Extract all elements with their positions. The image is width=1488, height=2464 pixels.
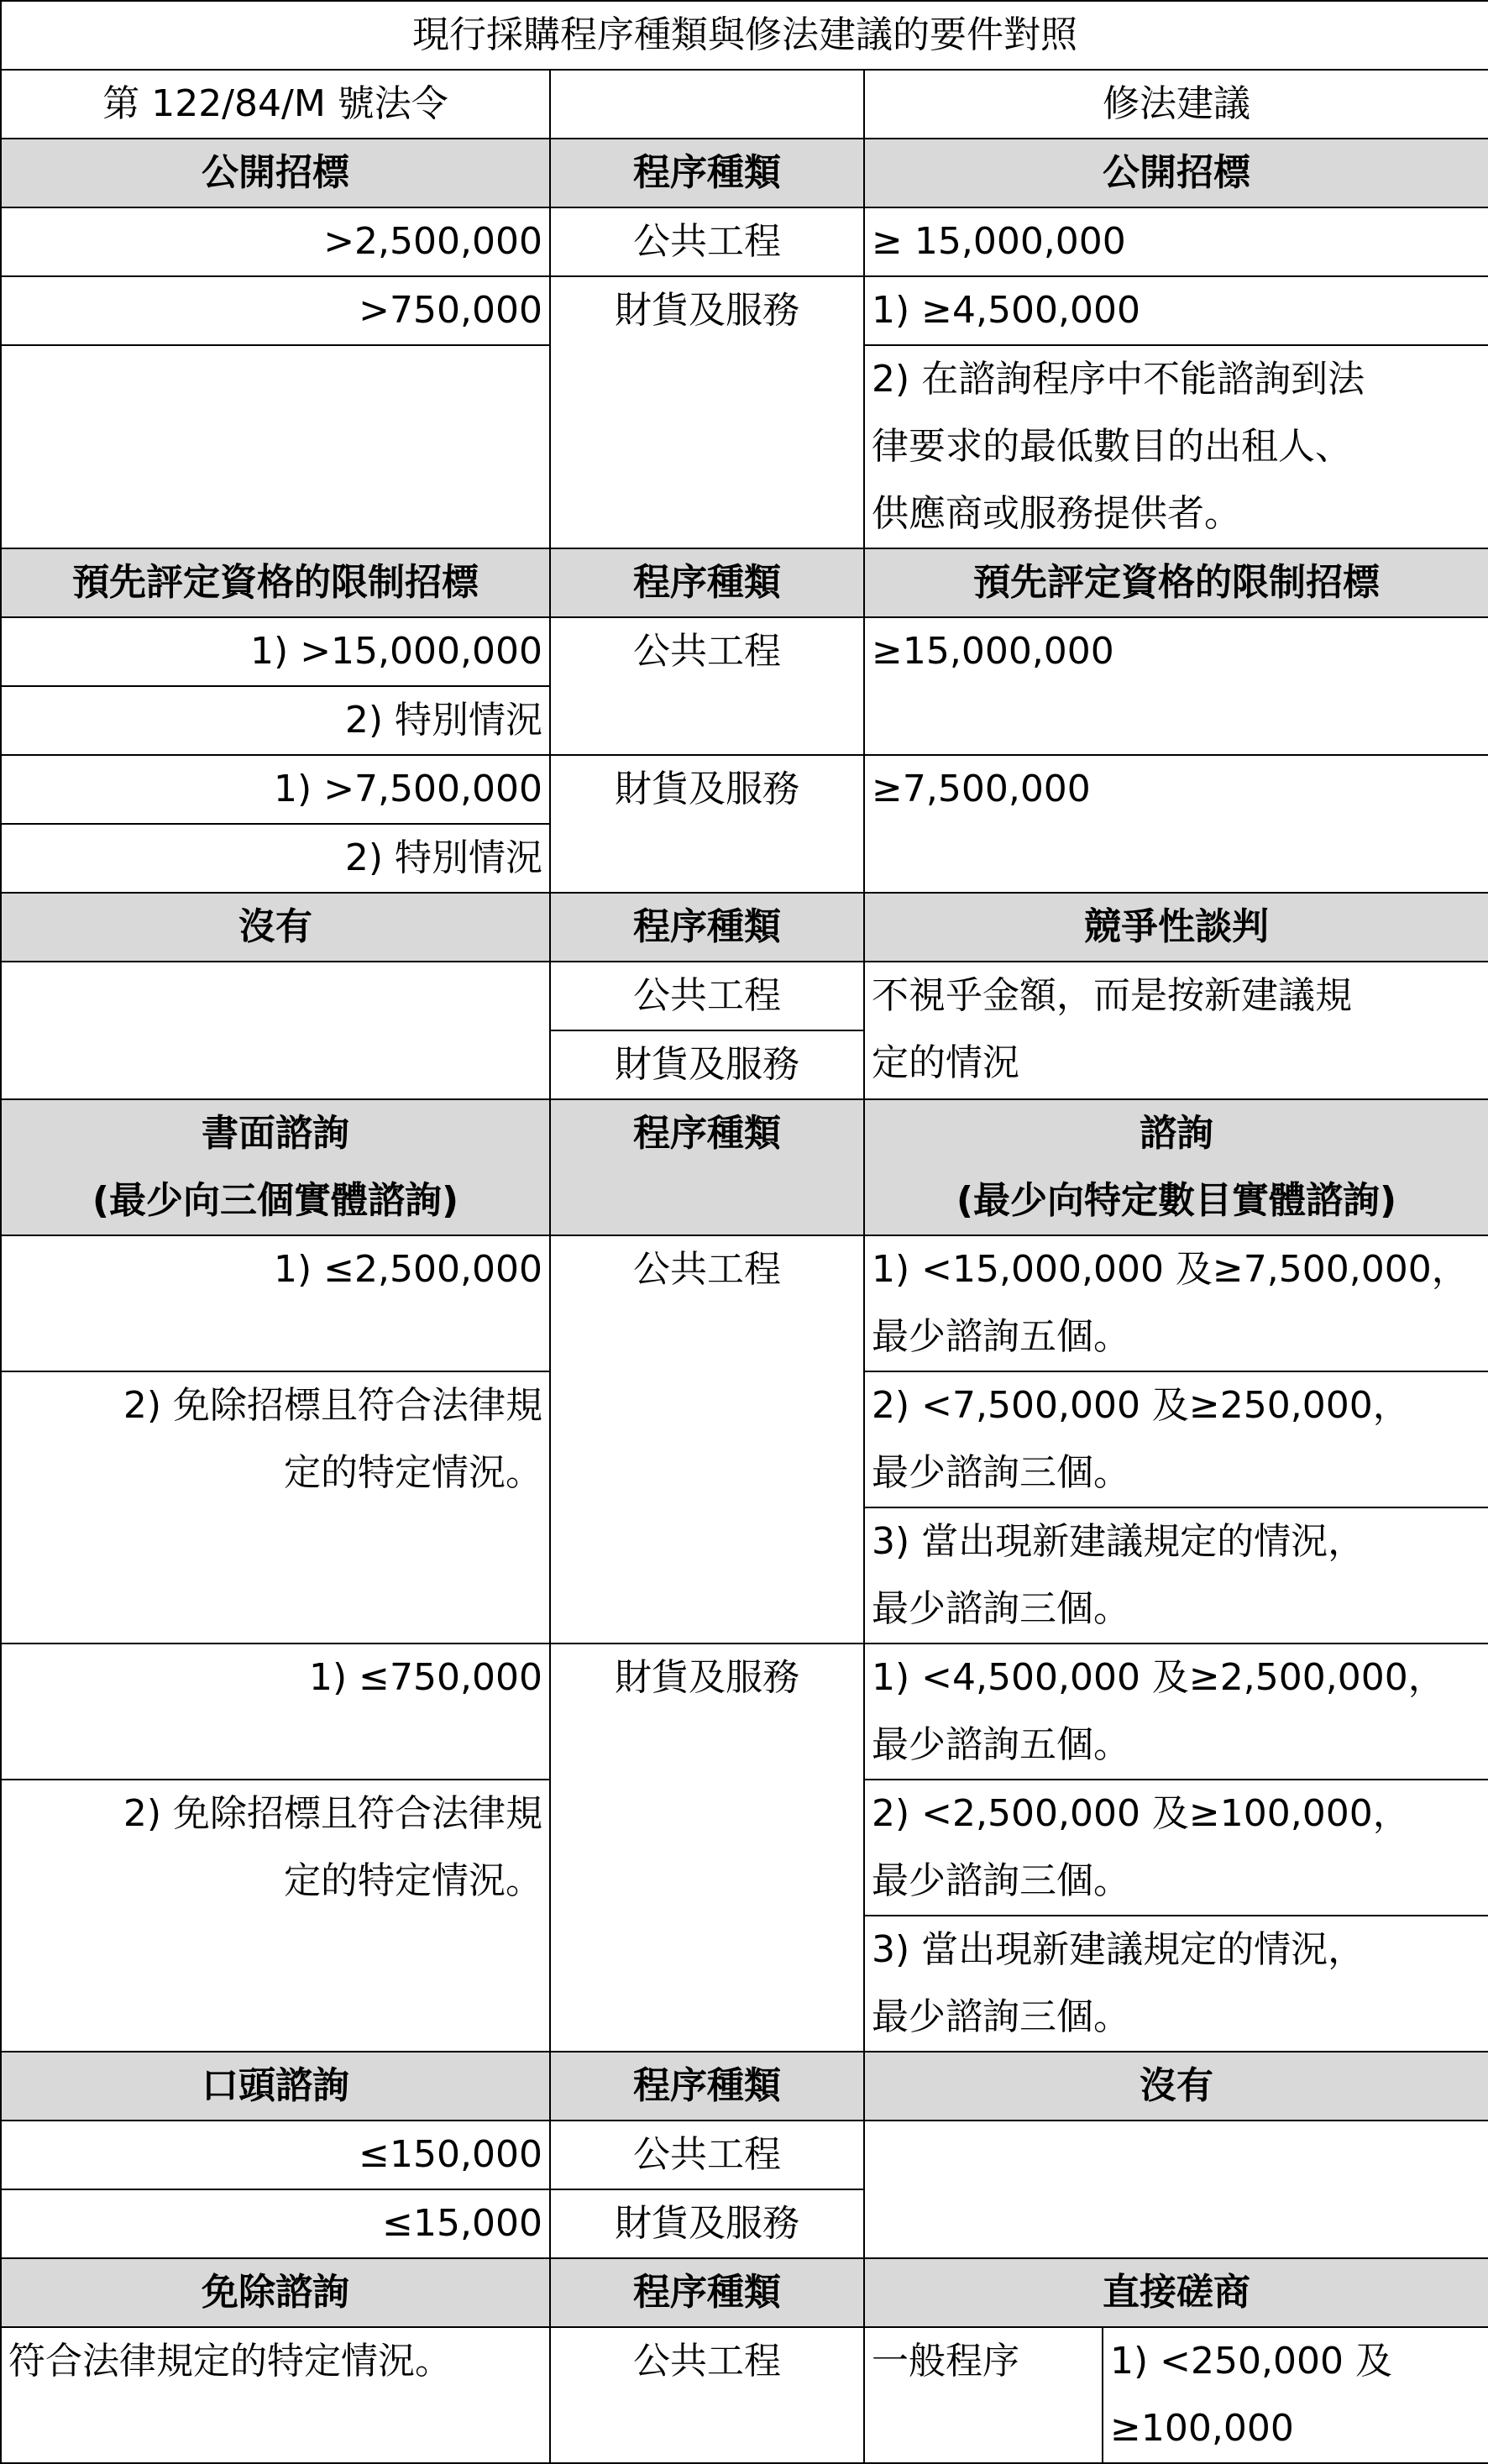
sec4-mid-header: 程序種類 — [550, 1099, 864, 1235]
sec3-right-header: 競爭性談判 — [864, 893, 1488, 962]
sec4-gs-l2 — [1, 1780, 550, 2052]
sec2-b2-left: 2) 特別情況 — [1, 824, 550, 893]
text-line: 最少諮詢五個。 — [872, 1315, 1130, 1358]
table-title: 現行採購程序種類與修法建議的要件對照 — [1, 1, 1488, 70]
sec1-row2-mid: 財貨及服務 — [550, 276, 864, 548]
text-line: 2) 在諮詢程序中不能諮詢到法 — [872, 358, 1365, 401]
text-line: 1) <15,000,000 及≥7,500,000， — [872, 1248, 1469, 1291]
sec4-left-header — [1, 1099, 550, 1235]
sec4-pw-r1 — [864, 1235, 1488, 1371]
sec3-mid1: 公共工程 — [550, 962, 864, 1030]
header-blank — [550, 70, 864, 139]
text-line: 最少諮詢三個。 — [872, 1995, 1130, 2038]
sec1-left-header: 公開招標 — [1, 139, 550, 207]
sec2-b-mid: 財貨及服務 — [550, 755, 864, 893]
text-line: 書面諮詢 — [202, 1112, 349, 1155]
sec3-mid-header: 程序種類 — [550, 893, 864, 962]
sec2-a1-left: 1) >15,000,000 — [1, 617, 550, 686]
text-line: 2) <2,500,000 及≥100,000， — [872, 1792, 1410, 1835]
text-line: 不視乎金額，而是按新建議規 — [872, 974, 1352, 1017]
sec5-row1-left: ≤150,000 — [1, 2121, 550, 2189]
sec4-gs-r3 — [864, 1916, 1488, 2052]
sec4-gs-r1 — [864, 1644, 1488, 1780]
text-line: 3) 當出現新建議規定的情況， — [872, 1928, 1365, 1971]
sec5-left-header: 口頭諮詢 — [1, 2052, 550, 2121]
text-line: 定的特定情況。 — [284, 1859, 542, 1902]
sec6-left-header: 免除諮詢 — [1, 2258, 550, 2327]
sec3-left-blank — [1, 962, 550, 1099]
text-line: 定的特定情況。 — [284, 1451, 542, 1494]
sec6-row1-right-b — [1103, 2327, 1488, 2463]
text-line: 1) <4,500,000 及≥2,500,000， — [872, 1656, 1445, 1699]
sec4-gs-l1: 1) ≤750,000 — [1, 1644, 550, 1780]
header-proposal: 修法建議 — [864, 70, 1488, 139]
sec1-row1-left: >2,500,000 — [1, 207, 550, 276]
sec1-row1-right: ≥ 15,000,000 — [864, 207, 1488, 276]
sec2-a-mid: 公共工程 — [550, 617, 864, 755]
text-line: ≥100,000 — [1110, 2407, 1294, 2450]
sec1-row2-right: 1) ≥4,500,000 — [864, 276, 1488, 345]
text-line: 2) 免除招標且符合法律規 — [123, 1792, 542, 1835]
text-line: 諮詢 — [1140, 1112, 1213, 1155]
sec1-mid-header: 程序種類 — [550, 139, 864, 207]
sec6-row1-mid: 公共工程 — [550, 2327, 864, 2463]
sec4-gs-mid: 財貨及服務 — [550, 1644, 864, 2052]
sec6-row1-right-a: 一般程序 — [864, 2327, 1103, 2463]
sec2-mid-header: 程序種類 — [550, 548, 864, 617]
sec3-mid2: 財貨及服務 — [550, 1030, 864, 1099]
sec4-pw-r3 — [864, 1507, 1488, 1644]
sec6-row1-left: 符合法律規定的特定情況。 — [1, 2327, 550, 2463]
text-line: 2) 免除招標且符合法律規 — [123, 1384, 542, 1427]
sec5-row1-mid: 公共工程 — [550, 2121, 864, 2189]
text-line: 1) <250,000 及 — [1110, 2340, 1392, 2383]
sec3-left-header: 沒有 — [1, 893, 550, 962]
text-line: 最少諮詢五個。 — [872, 1723, 1130, 1766]
text-line: 定的情況 — [872, 1041, 1019, 1084]
text-line: 最少諮詢三個。 — [872, 1587, 1130, 1630]
sec5-right-blank — [864, 2121, 1488, 2258]
sec5-right-header: 沒有 — [864, 2052, 1488, 2121]
sec1-row3-left — [1, 345, 550, 548]
sec2-a2-left: 2) 特別情況 — [1, 686, 550, 755]
sec5-row2-mid: 財貨及服務 — [550, 2189, 864, 2258]
sec1-row1-mid: 公共工程 — [550, 207, 864, 276]
sec5-row2-left: ≤15,000 — [1, 2189, 550, 2258]
sec2-right-header: 預先評定資格的限制招標 — [864, 548, 1488, 617]
text-line: 2) <7,500,000 及≥250,000， — [872, 1384, 1410, 1427]
sec4-pw-l1: 1) ≤2,500,000 — [1, 1235, 550, 1371]
sec1-row2-left: >750,000 — [1, 276, 550, 345]
text-line: (最少向特定數目實體諮詢) — [956, 1179, 1397, 1222]
sec2-a-right: ≥15,000,000 — [864, 617, 1488, 755]
text-line: 3) 當出現新建議規定的情況， — [872, 1520, 1365, 1563]
header-decree: 第 122/84/M 號法令 — [1, 70, 550, 139]
sec6-right-header: 直接磋商 — [864, 2258, 1488, 2327]
sec1-row3-right — [864, 345, 1488, 548]
text-line: 律要求的最低數目的出租人、 — [872, 425, 1352, 468]
sec3-right-text — [864, 962, 1488, 1099]
sec4-gs-r2 — [864, 1780, 1488, 1916]
sec1-right-header: 公開招標 — [864, 139, 1488, 207]
sec5-mid-header: 程序種類 — [550, 2052, 864, 2121]
sec2-left-header: 預先評定資格的限制招標 — [1, 548, 550, 617]
sec2-b-right: ≥7,500,000 — [864, 755, 1488, 893]
text-line: 供應商或服務提供者。 — [872, 492, 1241, 535]
sec4-pw-mid: 公共工程 — [550, 1235, 864, 1644]
sec4-pw-l2 — [1, 1371, 550, 1644]
text-line: (最少向三個實體諮詢) — [92, 1179, 459, 1222]
text-line: 最少諮詢三個。 — [872, 1859, 1130, 1902]
sec6-mid-header: 程序種類 — [550, 2258, 864, 2327]
sec4-pw-r2 — [864, 1371, 1488, 1507]
sec2-b1-left: 1) >7,500,000 — [1, 755, 550, 824]
text-line: 最少諮詢三個。 — [872, 1451, 1130, 1494]
sec4-right-header — [864, 1099, 1488, 1235]
